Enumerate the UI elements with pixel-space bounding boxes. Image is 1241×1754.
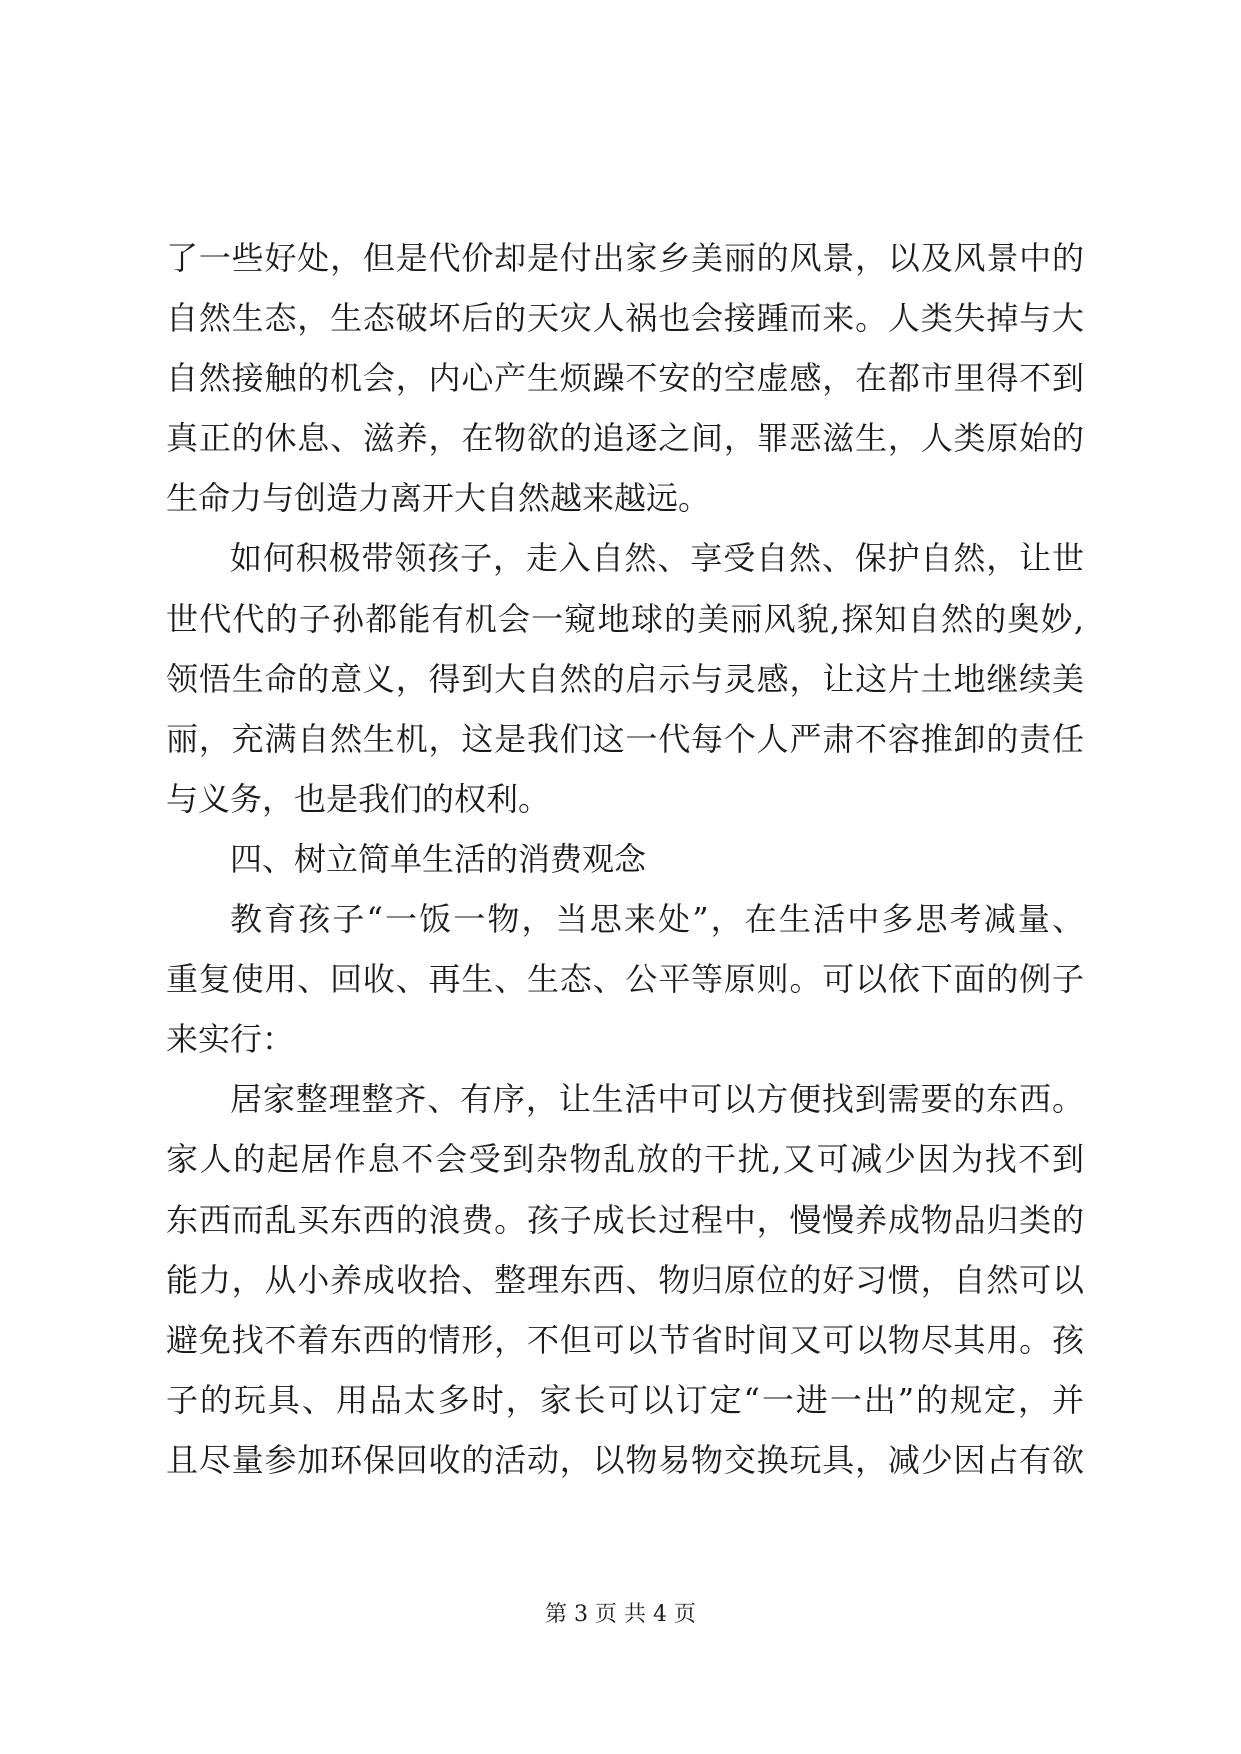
text-line: 来实行：	[166, 1020, 295, 1059]
page-number-footer: 第 3 页 共 4 页	[545, 1602, 696, 1627]
text-line: 家人的起居作息不会受到杂物乱放的干扰,又可减少因为找不到	[166, 1140, 1084, 1179]
text-line: 真正的休息、滋养，在物欲的追逐之间，罪恶滋生，人类原始的	[166, 419, 1084, 458]
text-line: 自然生态，生态破坏后的天灾人祸也会接踵而来。人类失掉与大	[166, 299, 1084, 338]
text-line: 教育孩子“一饭一物，当思来处”，在生活中多思考减量、	[230, 900, 1084, 939]
text-line: 与义务，也是我们的权利。	[166, 779, 551, 818]
section-heading: 四、树立简单生活的消费观念	[230, 839, 647, 878]
text-line: 东西而乱买东西的浪费。孩子成长过程中，慢慢养成物品归类的	[166, 1200, 1084, 1239]
text-line: 生命力与创造力离开大自然越来越远。	[166, 479, 711, 518]
text-line: 丽，充满自然生机，这是我们这一代每个人严肃不容推卸的责任	[166, 719, 1084, 758]
text-line: 如何积极带领孩子，走入自然、享受自然、保护自然，让世	[230, 539, 1084, 578]
text-line: 子的玩具、用品太多时，家长可以订定“一进一出”的规定，并	[166, 1380, 1084, 1419]
text-line: 避免找不着东西的情形，不但可以节省时间又可以物尽其用。孩	[166, 1320, 1084, 1359]
text-line: 居家整理整齐、有序，让生活中可以方便找到需要的东西。	[230, 1080, 1084, 1119]
text-line: 重复使用、回收、再生、生态、公平等原则。可以依下面的例子	[166, 960, 1084, 999]
text-line: 了一些好处，但是代价却是付出家乡美丽的风景，以及风景中的	[166, 239, 1084, 277]
text-line: 领悟生命的意义，得到大自然的启示与灵感，让这片土地继续美	[166, 659, 1084, 698]
text-line: 自然接触的机会，内心产生烦躁不安的空虚感，在都市里得不到	[166, 359, 1084, 398]
text-line: 且尽量参加环保回收的活动，以物易物交换玩具，减少因占有欲	[166, 1440, 1084, 1479]
body-text	[166, 228, 1084, 1490]
text-line: 能力，从小养成收拾、整理东西、物归原位的好习惯，自然可以	[166, 1260, 1084, 1299]
text-line: 世代代的子孙都能有机会一窥地球的美丽风貌,探知自然的奥妙,	[166, 599, 1084, 638]
